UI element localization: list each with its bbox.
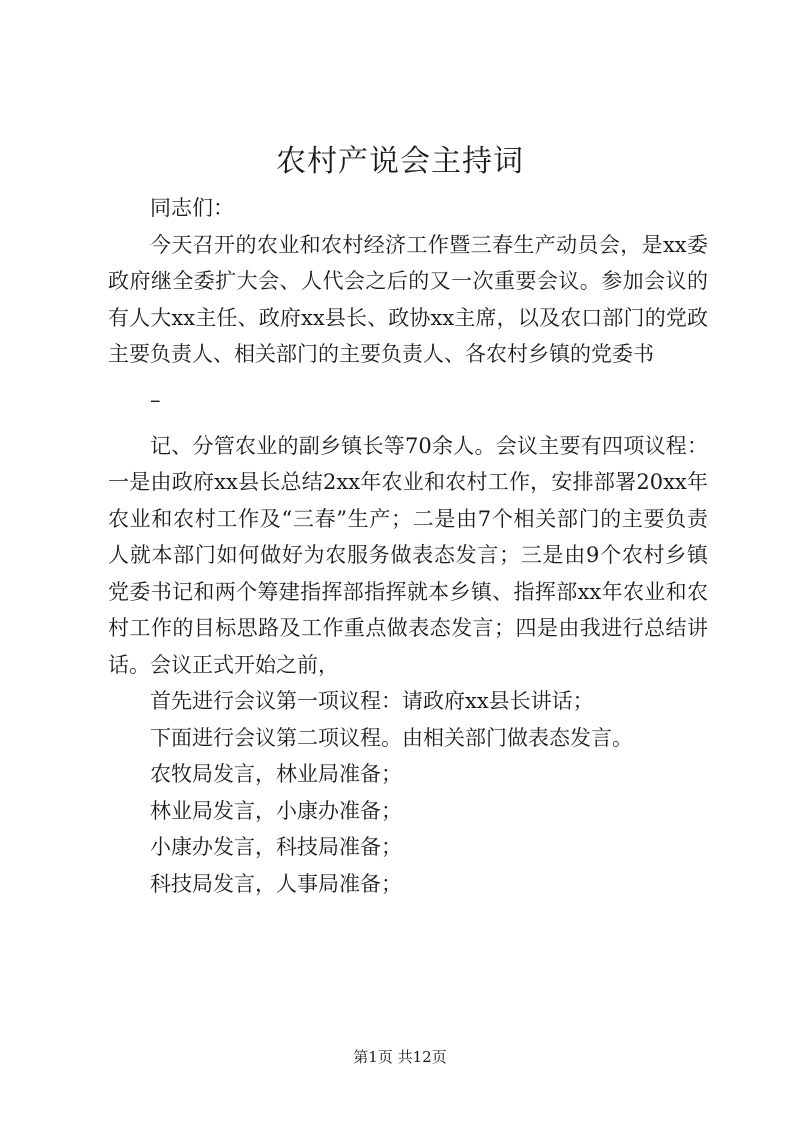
- paragraph: 首先进行会议第一项议程：请政府xx县长讲话；: [150, 689, 594, 713]
- salutation: 同志们：: [150, 196, 234, 220]
- paragraph: 农牧局发言，林业局准备；: [150, 762, 402, 786]
- paragraph: 记、分管农业的副乡镇长等70余人。会议主要有四项议程：一是由政府xx县长总结2xx年农业和农村工作，安排部署20xx年农业和农村工作及“三春”生产；二是由7个相关部门的主要负责人就本部门如何做好为农服务做表态发言；三是由9个农村乡镇党委书记和两个筹建指挥部指挥就本乡镇、指挥部xx年农业和农村工作的目标思路及工作重点做表态发言；四是由我进行总结讲话。会议正式开始之前，: [108, 433, 708, 677]
- document-body: [108, 190, 708, 902]
- paragraph: 小康办发言，科技局准备；: [150, 835, 402, 859]
- break-mark: –: [150, 387, 161, 412]
- paragraph: 今天召开的农业和农村经济工作暨三春生产动员会，是xx委政府继全委扩大会、人代会之后的又一次重要会议。参加会议的有人大xx主任、政府xx县长、政协xx主席，以及农口部门的党政主要负责人、相关部门的主要负责人、各农村乡镇的党委书: [108, 232, 708, 366]
- paragraph: 科技局发言，人事局准备；: [150, 871, 402, 896]
- paragraph: 林业局发言，小康办准备；: [150, 798, 402, 823]
- page-footer: 第1页 共12页: [353, 1048, 447, 1066]
- paragraph: 下面进行会议第二项议程。由相关部门做表态发言。: [150, 725, 633, 750]
- document-title: 农村产说会主持词: [276, 144, 524, 179]
